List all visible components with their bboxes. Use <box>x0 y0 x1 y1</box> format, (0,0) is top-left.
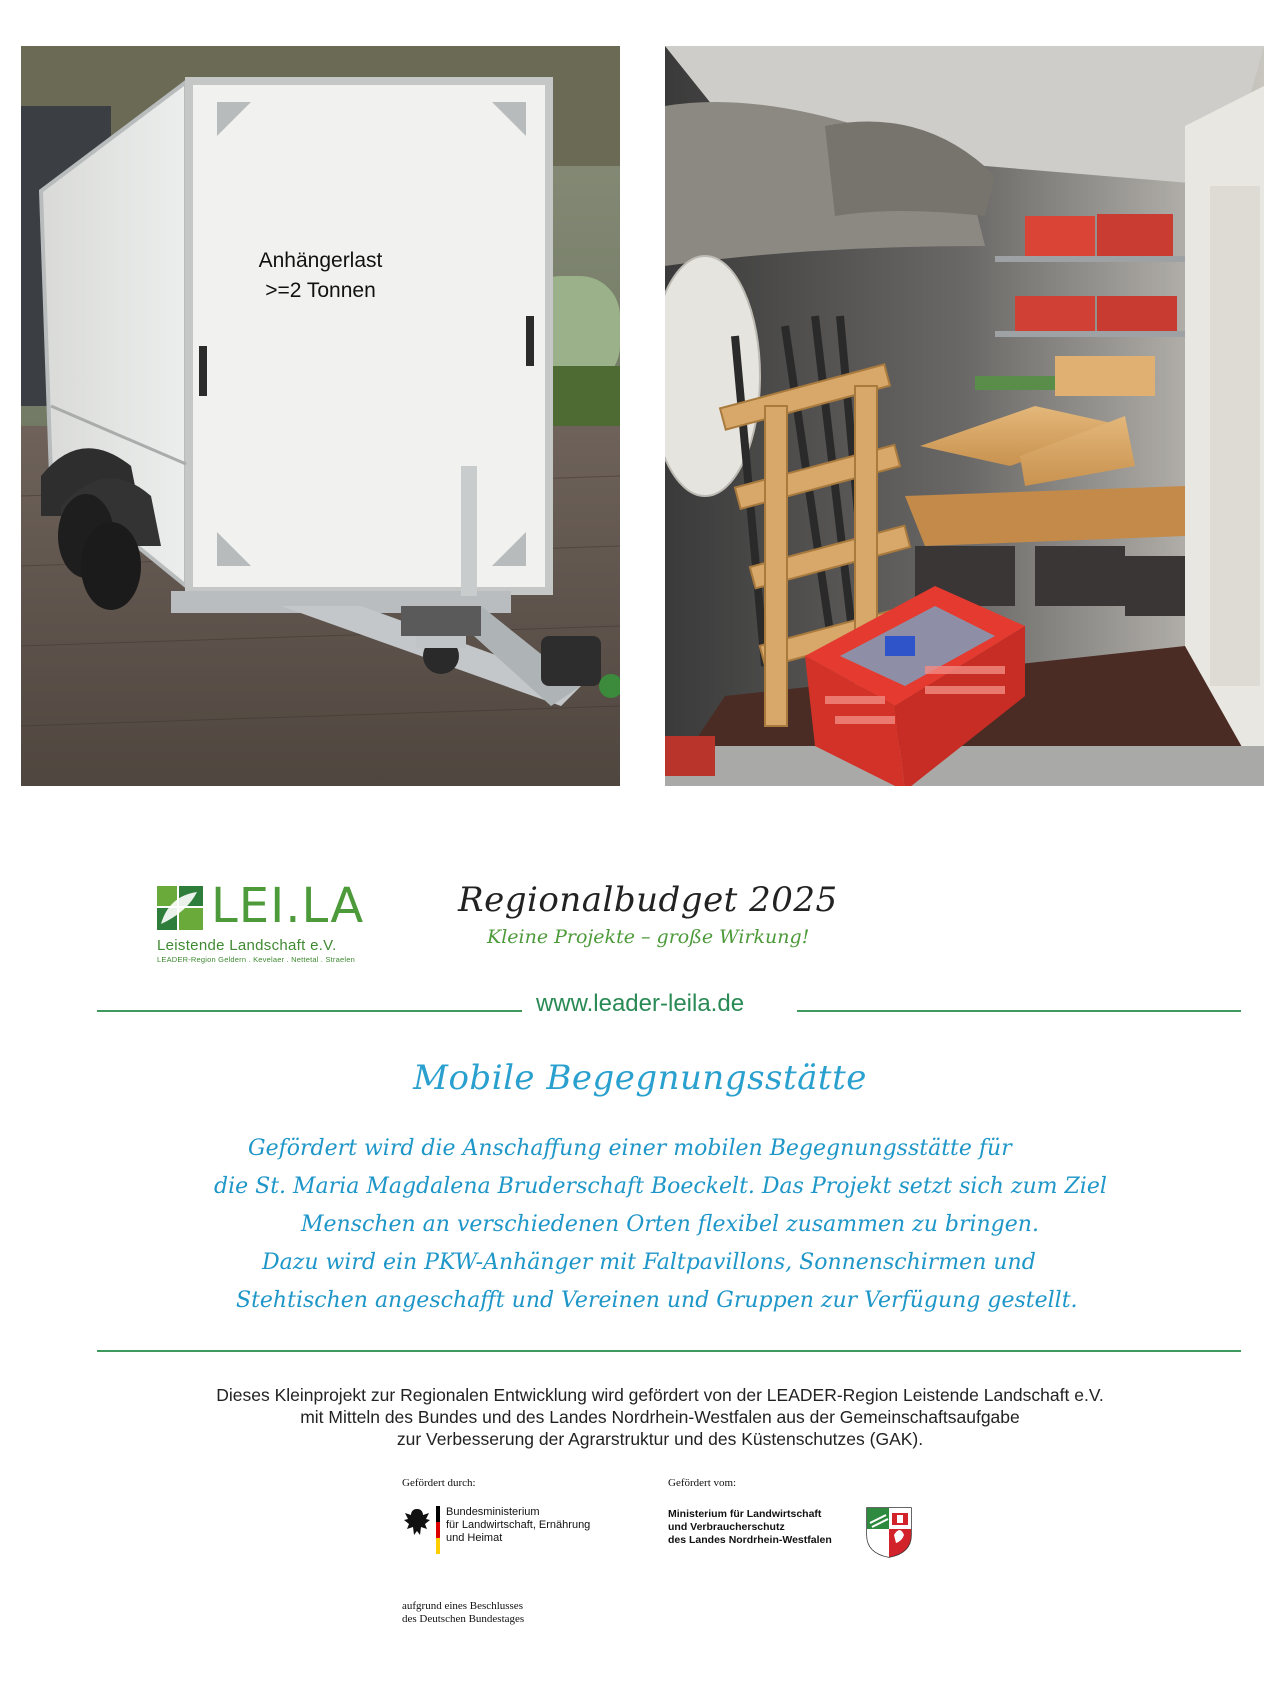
description-line: Menschen an verschiedenen Orten flexibel zusammen zu bringen. <box>301 1212 1039 1237</box>
federal-eagle-icon <box>402 1507 432 1539</box>
funding-line: Dieses Kleinprojekt zur Regionalen Entwicklung wird gefördert von der LEADER-Region Leistende Landschaft e.V. <box>216 1385 1104 1405</box>
regionalbudget-subtitle: Kleine Projekte – große Wirkung! <box>487 926 810 948</box>
funding-line: mit Mitteln des Bundes und des Landes Nordrhein-Westfalen aus der Gemeinschaftsaufgabe <box>300 1407 1020 1427</box>
bmel-name-line: für Landwirtschaft, Ernährung <box>446 1519 591 1531</box>
description-line: Gefördert wird die Anschaffung einer mobilen Begegnungsstätte für <box>248 1136 1012 1161</box>
bmel-note-line: aufgrund eines Beschlusses <box>402 1600 523 1612</box>
leila-subtitle: Leistende Landschaft e.V. <box>157 937 337 954</box>
german-flag-icon <box>436 1506 440 1554</box>
mlv-name-line: des Landes Nordrhein-Westfalen <box>668 1534 832 1546</box>
nrw-ministry-funding-logo <box>668 1477 928 1567</box>
bmel-name-line: und Heimat <box>446 1532 503 1544</box>
leila-wordmark: LEI.LA <box>211 878 365 934</box>
funding-statement <box>0 1384 1280 1450</box>
trailer-interior-photo <box>665 46 1264 786</box>
leila-logo <box>157 878 397 964</box>
trailer-load-line1: Anhängerlast <box>258 249 383 272</box>
bmel-funding-logo <box>402 1477 642 1637</box>
description-line: Stehtischen angeschafft und Vereinen und Gruppen zur Verfügung gestellt. <box>236 1288 1078 1313</box>
funding-line: zur Verbesserung der Agrarstruktur und des Küstenschutzes (GAK). <box>396 1429 924 1449</box>
leila-leaf-icon <box>157 886 203 930</box>
mlv-name <box>668 1508 832 1547</box>
description-line: Dazu wird ein PKW-Anhänger mit Faltpavillons, Sonnenschirmen und <box>262 1250 1036 1275</box>
bmel-note-line: des Deutschen Bundestages <box>402 1613 525 1625</box>
trailer-load-label <box>21 246 620 306</box>
mlv-name-line: Ministerium für Landwirtschaft <box>668 1508 822 1520</box>
website-link[interactable] <box>0 990 1280 1018</box>
trailer-exterior-photo <box>21 46 620 786</box>
project-description <box>0 1130 1280 1320</box>
bmel-note <box>402 1600 524 1626</box>
bmel-name <box>446 1506 590 1545</box>
nrw-coat-of-arms-icon <box>864 1505 914 1559</box>
bmel-name-line: Bundesministerium <box>446 1506 540 1518</box>
trailer-load-line2: >=2 Tonnen <box>265 279 376 302</box>
leila-region: LEADER-Region Geldern . Kevelaer . Nettetal . Straelen <box>157 955 355 964</box>
mlv-name-line: und Verbraucherschutz <box>668 1521 785 1533</box>
bmel-header: Gefördert durch: <box>402 1477 476 1489</box>
description-line: die St. Maria Magdalena Bruderschaft Boeckelt. Das Projekt setzt sich zum Ziel <box>214 1174 1107 1199</box>
project-headline: Mobile Begegnungsstätte <box>413 1058 867 1098</box>
regionalbudget-title: Regionalbudget 2025 <box>458 880 838 920</box>
website-url[interactable]: www.leader-leila.de <box>522 990 758 1017</box>
divider-bottom <box>97 1350 1241 1352</box>
mlv-header: Gefördert vom: <box>668 1477 737 1489</box>
